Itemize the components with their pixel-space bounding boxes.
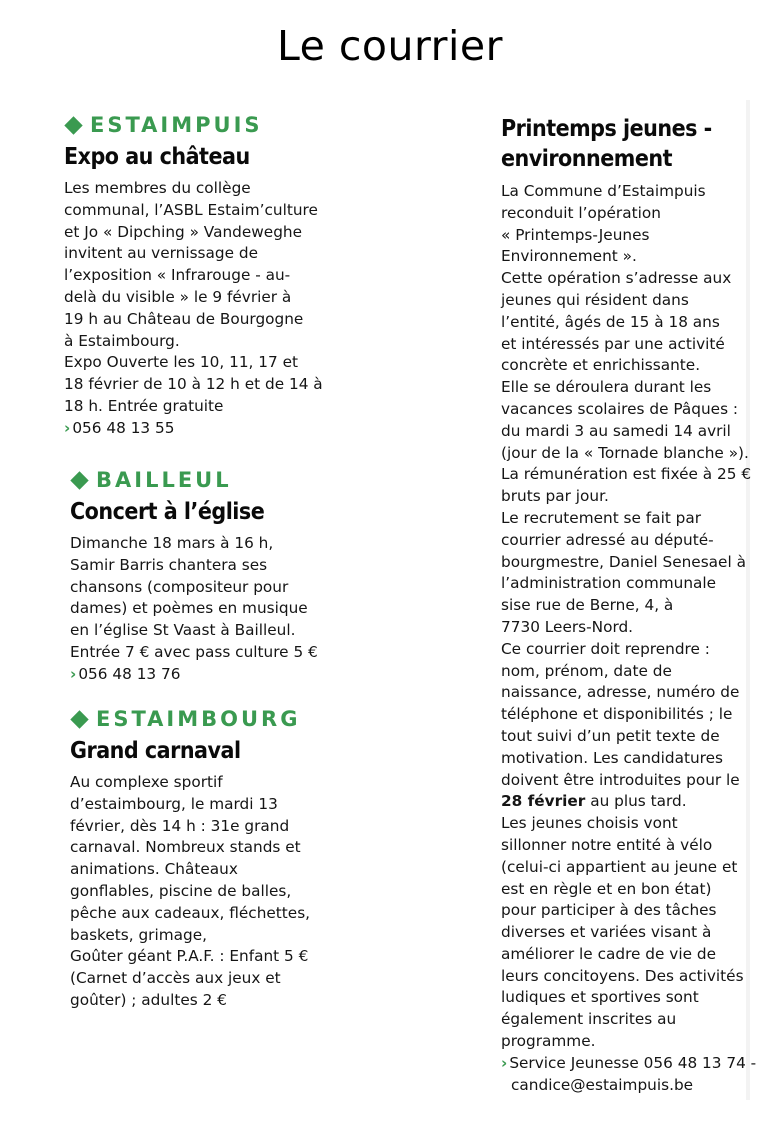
body-line: (celui-ci appartient au jeune et	[501, 857, 738, 876]
body-line: Entrée 7 € avec pass culture 5 €	[70, 642, 318, 661]
body-line: l’entité, âgés de 15 à 18 ans	[501, 312, 720, 331]
body-line: Goûter géant P.A.F. : Enfant 5 €	[70, 947, 309, 966]
body-line: Environnement ».	[501, 247, 637, 266]
place-header	[64, 110, 323, 140]
chevron-right-icon: ›	[64, 418, 71, 437]
contact-service	[501, 1053, 756, 1075]
body-line: Elle se déroulera durant les	[501, 378, 712, 397]
body-line: tout suivi d’un petit texte de	[501, 726, 720, 745]
body-line: améliorer le cadre de vie de	[501, 944, 716, 963]
place-label: BAILLEUL	[96, 468, 232, 492]
body-line: et Jo « Dipching » Vandeweghe	[64, 222, 303, 241]
body-line: pour participer à des tâches	[501, 901, 717, 920]
body-line: 7730 Leers-Nord.	[501, 617, 634, 636]
body-line: sillonner notre entité à vélo	[501, 835, 713, 854]
article-body	[70, 772, 310, 1012]
diamond-bullet-icon	[70, 710, 88, 728]
body-line: 18 février de 10 à 12 h et de 14 à	[64, 375, 323, 394]
body-line: et intéressés par une activité	[501, 334, 725, 353]
body-line: chansons (compositeur pour	[70, 577, 289, 596]
article-body	[70, 533, 318, 686]
body-line: en l’église St Vaast à Bailleul.	[70, 621, 296, 640]
phone-number: 056 48 13 76	[78, 664, 181, 683]
body-line: reconduit l’opération	[501, 203, 661, 222]
chevron-right-icon: ›	[501, 1053, 508, 1072]
body-line: delà du visible » le 9 février à	[64, 287, 292, 306]
article-heading	[501, 114, 756, 174]
body-line: naissance, adresse, numéro de	[501, 683, 740, 702]
body-line: sise rue de Berne, 4, à	[501, 596, 674, 615]
body-line: Ce courrier doit reprendre :	[501, 639, 710, 658]
article-body	[501, 181, 756, 1096]
body-line: communal, l’ASBL Estaim’culture	[64, 200, 318, 219]
heading-line: Printemps jeunes -	[501, 116, 712, 142]
body-line: (Carnet d’accès aux jeux et	[70, 969, 281, 988]
body-line: carnaval. Nombreux stands et	[70, 838, 301, 857]
body-line: Les jeunes choisis vont	[501, 814, 678, 833]
place-label: ESTAIMPUIS	[90, 113, 263, 137]
body-line: programme.	[501, 1032, 596, 1051]
body-line: d’estaimbourg, le mardi 13	[70, 794, 278, 813]
contact-phone	[70, 664, 318, 686]
body-line: Le recrutement se fait par	[501, 508, 702, 527]
body-line: Dimanche 18 mars à 16 h,	[70, 534, 274, 552]
article-heading: Grand carnaval	[70, 738, 241, 764]
article-estaimpuis-expo	[64, 110, 323, 440]
article-body	[64, 178, 323, 440]
body-line: Les membres du collège	[64, 179, 251, 197]
body-line: animations. Châteaux	[70, 860, 238, 879]
body-line: nom, prénom, date de	[501, 661, 672, 680]
body-line: goûter) ; adultes 2 €	[70, 990, 227, 1009]
body-line: ludiques et sportives sont	[501, 988, 699, 1007]
body-line: l’administration communale	[501, 574, 717, 593]
body-line: février, dès 14 h : 31e grand	[70, 816, 290, 835]
contact-email[interactable]: candice@estaimpuis.be	[511, 1075, 694, 1094]
body-line: jeunes qui résident dans	[501, 290, 689, 309]
body-line: La rémunération est fixée à 25 €	[501, 465, 752, 484]
body-line: « Printemps-Jeunes	[501, 225, 650, 244]
body-line: (jour de la « Tornade blanche »).	[501, 443, 749, 462]
place-header	[70, 465, 318, 495]
chevron-right-icon: ›	[70, 664, 77, 683]
deadline-rest: au plus tard.	[585, 792, 687, 811]
body-line: diverses et variées visant à	[501, 923, 712, 942]
body-line: Cette opération s’adresse aux	[501, 269, 732, 288]
contact-email-line	[501, 1075, 756, 1097]
body-line: courrier adressé au député-	[501, 530, 714, 549]
phone-number: 056 48 13 55	[72, 418, 175, 437]
article-heading: Concert à l’église	[70, 499, 265, 525]
article-bailleul-concert	[70, 465, 318, 686]
place-header	[70, 704, 310, 734]
body-line: baskets, grimage,	[70, 925, 207, 944]
body-line: dames) et poèmes en musique	[70, 599, 308, 618]
diamond-bullet-icon	[70, 471, 88, 489]
body-line: pêche aux cadeaux, fléchettes,	[70, 903, 311, 922]
body-line: leurs concitoyens. Des activités	[501, 966, 744, 985]
body-line: Au complexe sportif	[70, 773, 223, 791]
body-line: également inscrites au	[501, 1010, 677, 1029]
article-estaimbourg-carnaval	[70, 704, 310, 1012]
body-line: vacances scolaires de Pâques :	[501, 399, 739, 418]
heading-line: environnement	[501, 146, 673, 172]
place-label: ESTAIMBOURG	[96, 707, 301, 731]
body-line: est en règle et en bon état)	[501, 879, 712, 898]
body-line: La Commune d’Estaimpuis	[501, 182, 706, 200]
body-line: 18 h. Entrée gratuite	[64, 396, 224, 415]
article-heading: Expo au château	[64, 144, 250, 170]
deadline-line	[501, 791, 756, 813]
body-line: bourgmestre, Daniel Senesael à	[501, 552, 746, 571]
body-line: du mardi 3 au samedi 14 avril	[501, 421, 731, 440]
contact-service-text: Service Jeunesse 056 48 13 74 -	[509, 1053, 757, 1072]
body-line: doivent être introduites pour le	[501, 770, 740, 789]
body-line: bruts par jour.	[501, 487, 609, 506]
contact-phone	[64, 418, 323, 440]
body-line: Samir Barris chantera ses	[70, 555, 268, 574]
body-line: 19 h au Château de Bourgogne	[64, 309, 304, 328]
article-printemps-jeunes	[501, 112, 756, 1096]
body-line: motivation. Les candidatures	[501, 748, 724, 767]
body-line: téléphone et disponibilités ; le	[501, 705, 733, 724]
body-line: invitent au vernissage de	[64, 244, 258, 263]
diamond-bullet-icon	[64, 116, 82, 134]
body-line: concrète et enrichissante.	[501, 356, 701, 375]
body-line: à Estaimbourg.	[64, 331, 180, 350]
body-line: Expo Ouverte les 10, 11, 17 et	[64, 353, 299, 372]
body-line: l’exposition « Infrarouge - au-	[64, 266, 291, 285]
page-title: Le courrier	[277, 22, 503, 70]
body-line: gonflables, piscine de balles,	[70, 881, 292, 900]
deadline-date: 28 février	[501, 792, 586, 811]
